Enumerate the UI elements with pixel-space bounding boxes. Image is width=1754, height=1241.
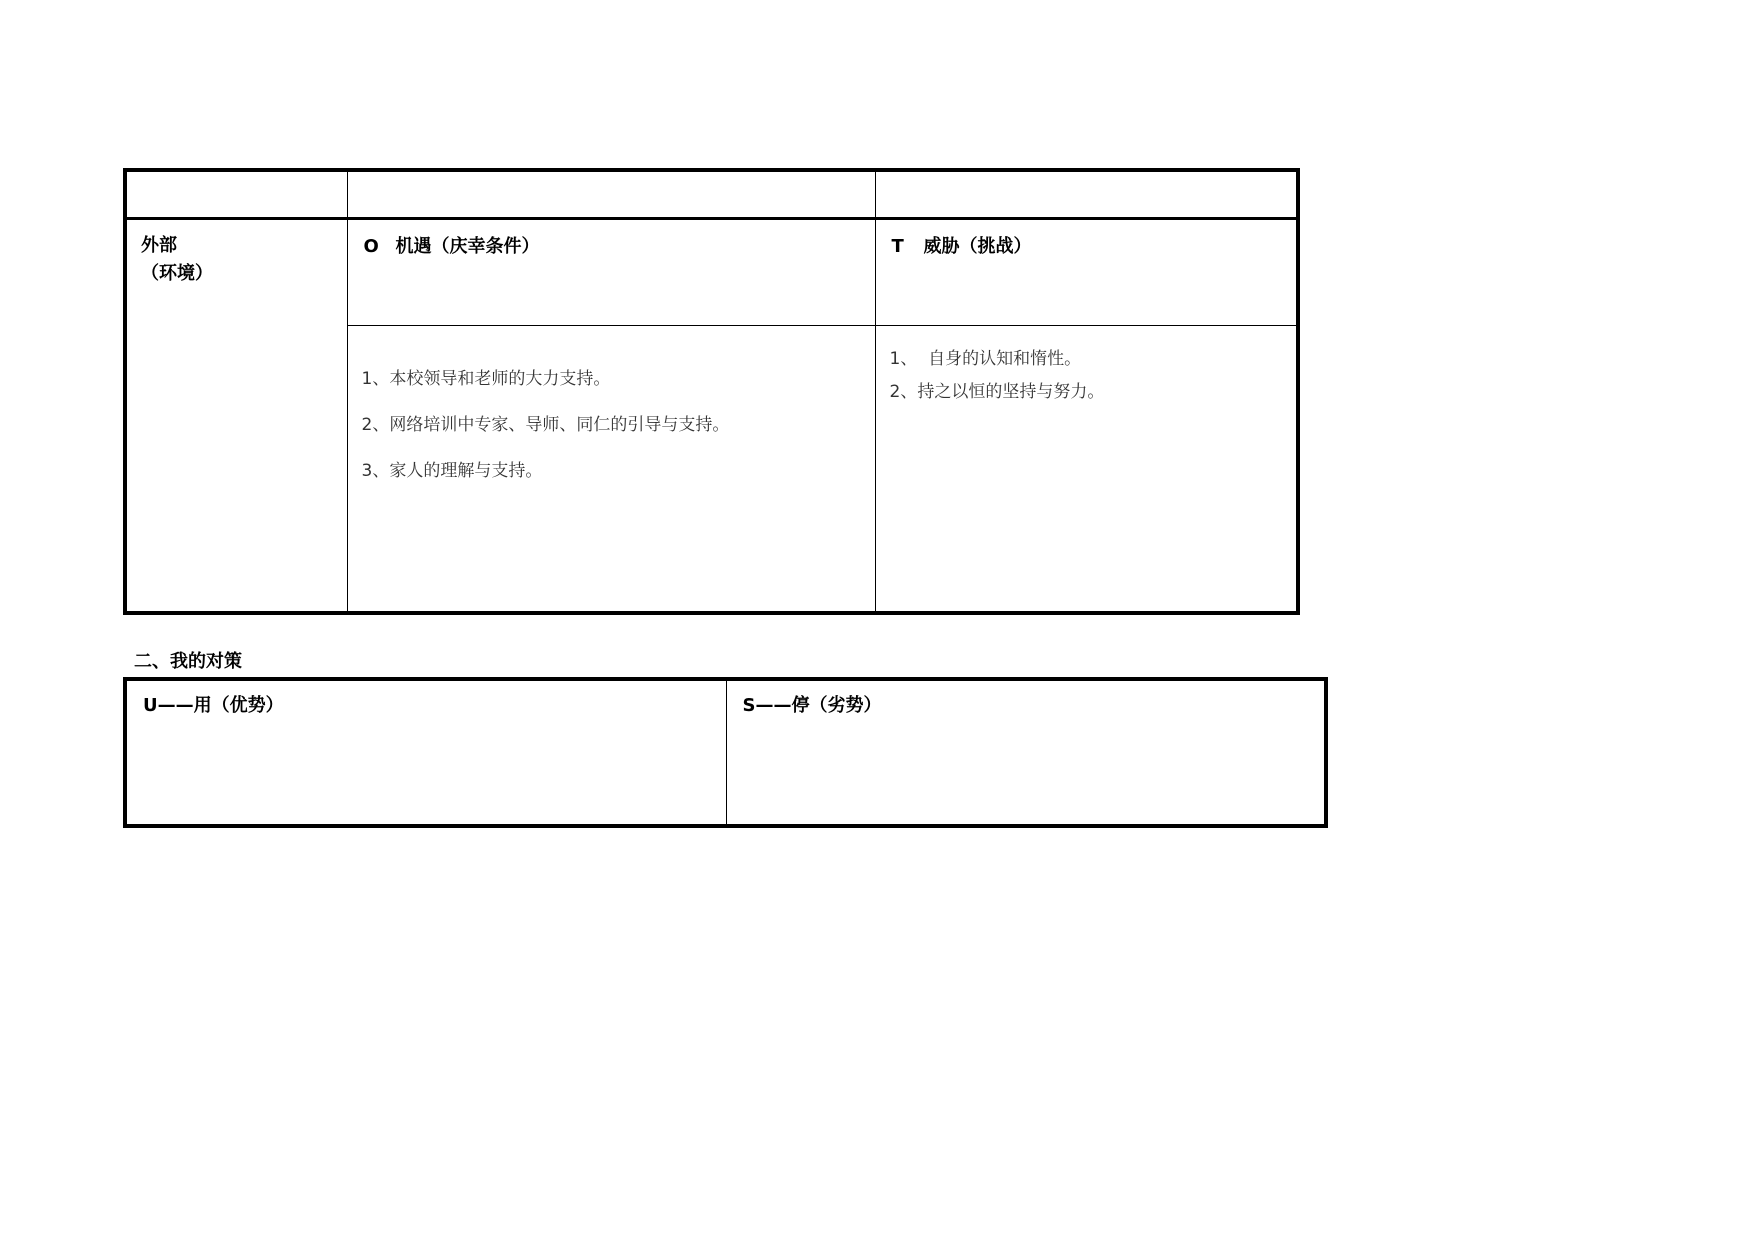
stop-weakness-label: S——停（劣势） [742,695,882,716]
threat-list [875,325,1298,613]
external-environment-label [125,218,347,613]
swot-external-table [123,168,1300,615]
strategy-table [123,677,1328,828]
opportunity-item: 3、家人的理解与支持。 [361,460,543,481]
opportunity-letter: O [363,235,379,257]
use-strength-cell [125,679,726,826]
opportunity-list [347,325,875,613]
opportunity-header [347,218,875,325]
threat-header [875,218,1298,325]
threat-letter: T [891,235,904,257]
header-cell-empty-3 [875,170,1298,218]
opportunity-item: 1、本校领导和老师的大力支持。 [361,368,611,389]
header-cell-empty-1 [125,170,347,218]
threat-item: 1、 自身的认知和惰性。 [889,348,1082,369]
opportunity-item: 2、网络培训中专家、导师、同仁的引导与支持。 [361,414,730,435]
stop-weakness-cell [726,679,1326,826]
external-label-line1: 外部 [141,234,177,256]
use-strength-label: U——用（优势） [143,695,284,716]
threat-title: 威胁（挑战） [923,235,1032,257]
threat-item: 2、持之以恒的坚持与努力。 [889,381,1105,402]
external-label-line2: （环境） [141,262,213,284]
opportunity-title: 机遇（庆幸条件） [395,235,540,257]
strategy-section-heading: 二、我的对策 [134,651,242,672]
header-cell-empty-2 [347,170,875,218]
